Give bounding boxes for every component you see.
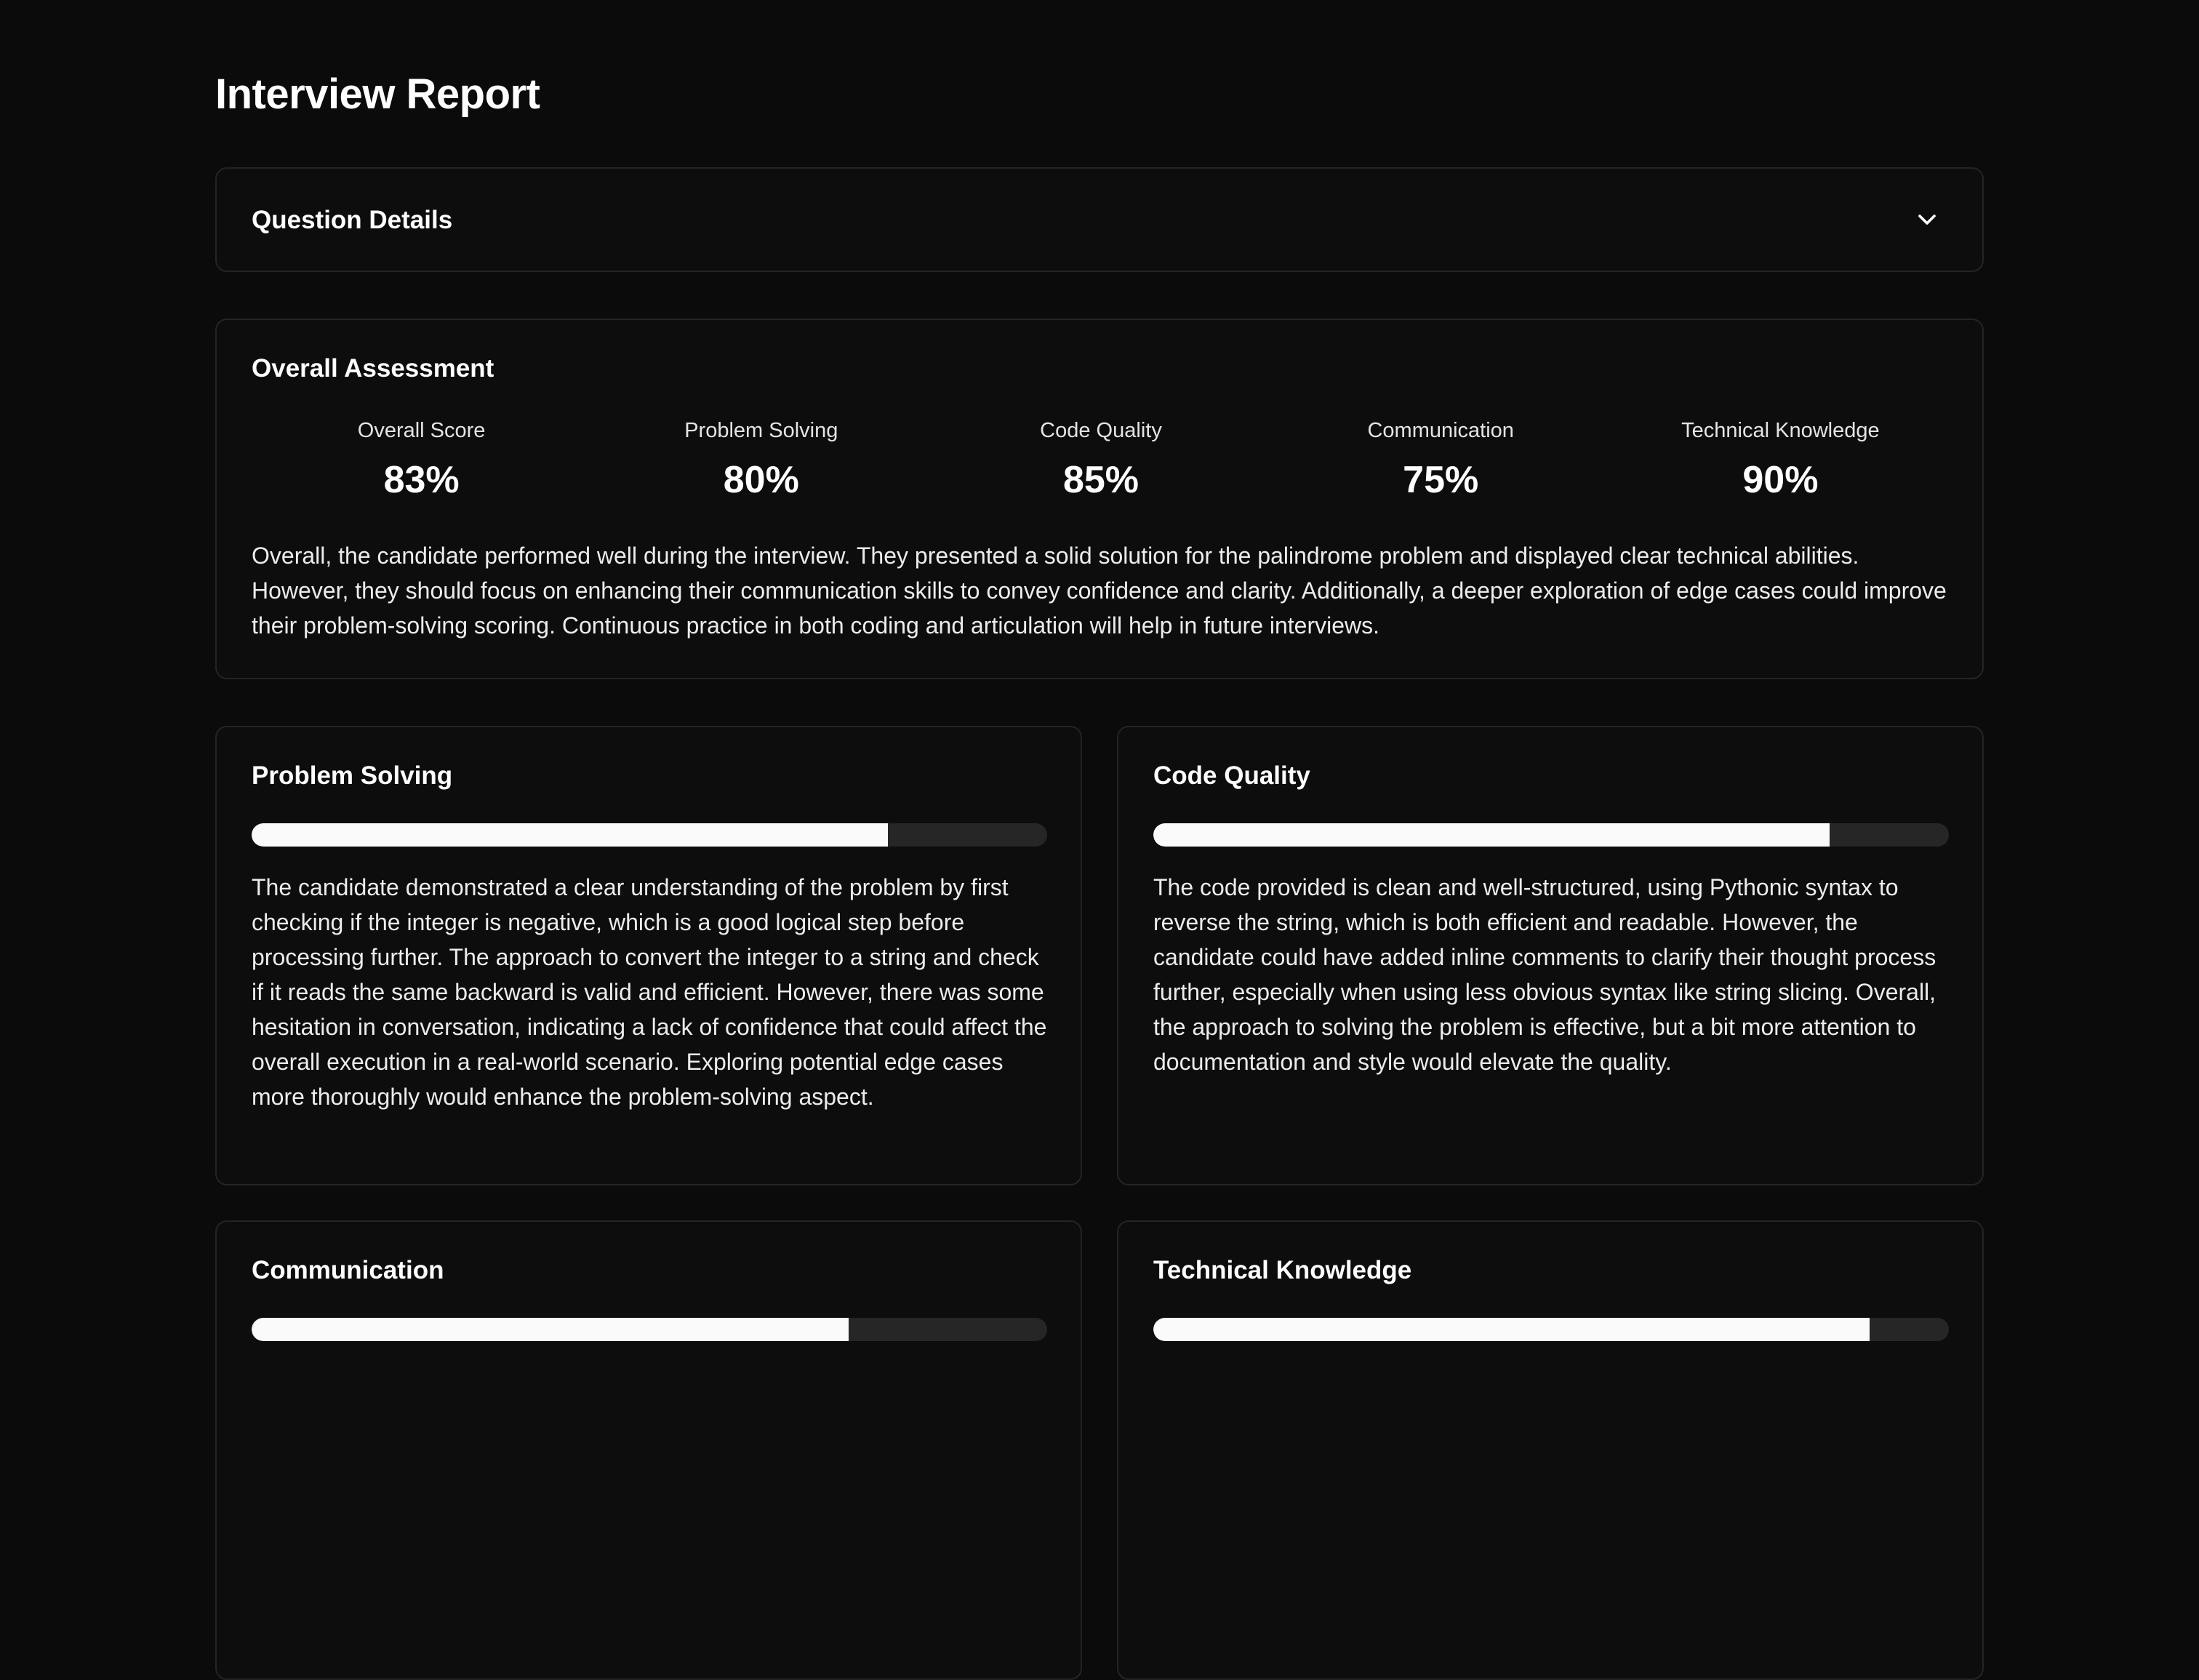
chevron-down-icon[interactable] — [1912, 205, 1942, 234]
metric-label: Overall Score — [357, 419, 486, 442]
metric-problem-solving — [591, 416, 931, 511]
score-progress-fill — [1153, 1318, 1870, 1341]
metric-value: 75% — [1403, 459, 1479, 501]
question-details-accordion[interactable] — [215, 167, 1984, 272]
category-description: The code provided is clean and well-structured, using Pythonic syntax to reverse the string, which is both efficient and readable. However, the candidate could have added inline comments to clarify their thought process further, especially when using less obvious syntax like string slicing. Overall, the approach to solving the problem is effective, but a bit more attention to documentation and style would elevate the quality. — [1153, 874, 1936, 1075]
category-title: Technical Knowledge — [1153, 1256, 1412, 1284]
metric-label: Communication — [1367, 419, 1514, 442]
score-progress-bar — [1153, 1318, 1949, 1341]
category-description: The candidate demonstrated a clear understanding of the problem by first checking if the integer is negative, which is a good logical step before processing further. The approach to convert the integer to a string and check if it reads the same backward is valid and efficient. However, there was some hesitation in conversation, indicating a lack of confidence that could affect the overall execution in a real-world scenario. Exploring potential edge cases more thoroughly would enhance the problem-solving aspect. — [252, 874, 1047, 1110]
metric-technical-knowledge — [1611, 416, 1950, 511]
problem-solving-card — [215, 726, 1082, 1185]
score-progress-fill — [252, 823, 888, 847]
overall-summary: Overall, the candidate performed well during the interview. They presented a solid solution for the palindrome problem and displayed clear technical abilities. However, they should focus on enhancing their communication skills to convey confidence and clarity. Additionally, a deeper exploration of edge cases could improve their problem-solving scoring. Continuous practice in both coding and articulation will help in future interviews. — [252, 543, 1947, 639]
category-title: Problem Solving — [252, 761, 453, 790]
technical-knowledge-card — [1117, 1220, 1984, 1680]
metric-value: 90% — [1742, 459, 1819, 501]
overall-assessment-title: Overall Assessment — [252, 354, 494, 383]
metric-value: 85% — [1062, 459, 1139, 501]
category-title: Communication — [252, 1256, 444, 1284]
metric-overall-score — [252, 416, 591, 511]
score-progress-bar — [252, 823, 1047, 847]
metric-code-quality — [931, 416, 1270, 511]
score-progress-bar — [252, 1318, 1047, 1341]
score-metrics — [252, 416, 1950, 511]
metric-value: 83% — [383, 459, 460, 501]
metric-label: Code Quality — [1040, 419, 1162, 442]
metric-communication — [1271, 416, 1611, 511]
question-details-title: Question Details — [252, 206, 453, 234]
score-progress-bar — [1153, 823, 1949, 847]
page-title: Interview Report — [215, 71, 540, 118]
metric-label: Problem Solving — [684, 419, 838, 442]
overall-assessment-card — [215, 319, 1984, 679]
communication-card — [215, 1220, 1082, 1680]
metric-value: 80% — [723, 459, 799, 501]
score-progress-fill — [1153, 823, 1830, 847]
score-progress-fill — [252, 1318, 849, 1341]
code-quality-card — [1117, 726, 1984, 1185]
metric-label: Technical Knowledge — [1681, 419, 1880, 442]
category-title: Code Quality — [1153, 761, 1310, 790]
